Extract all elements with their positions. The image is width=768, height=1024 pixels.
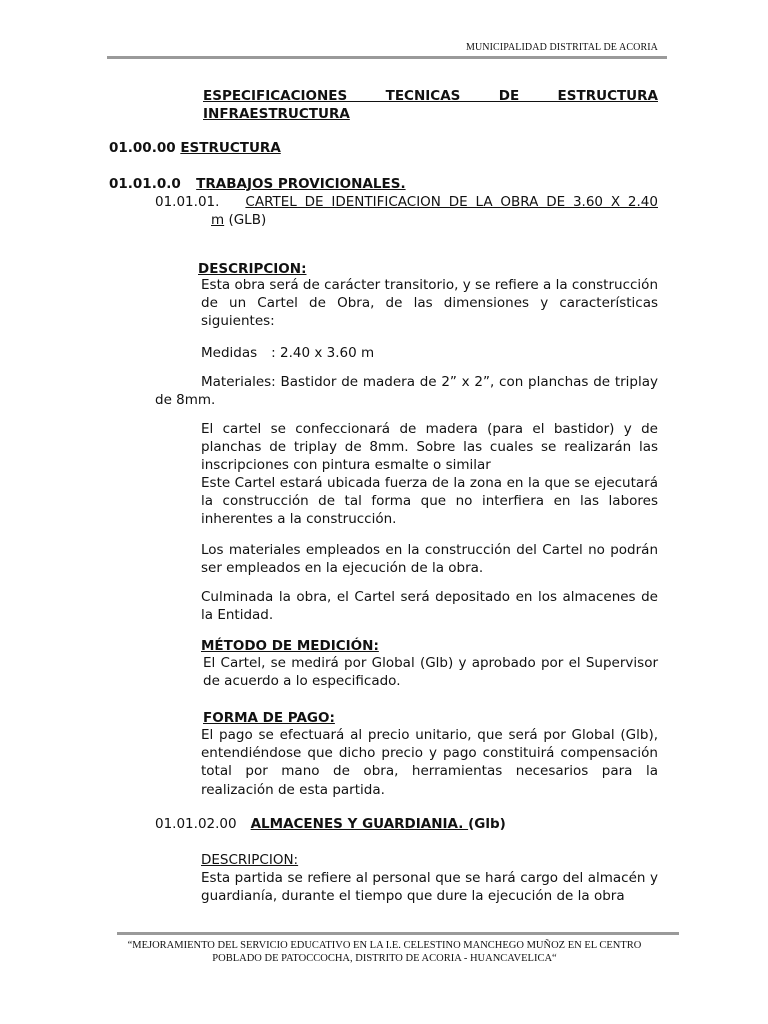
materiales-empleados-paragraph: Los materiales empleados en la construcción del Cartel no podrán ser empleados en la ejecución de la obra. bbox=[201, 542, 658, 577]
cartel-paragraph: El cartel se confeccionará de madera (para el bastidor) y de planchas de triplay de 8mm. Sobre las cuales se realizarán las inscripciones con pintura esmalte o similar bbox=[201, 421, 658, 474]
header-rule bbox=[107, 56, 667, 59]
description-heading: DESCRIPCION: bbox=[198, 261, 307, 277]
forma-pago-paragraph: El pago se efectuará al precio unitario, que será por Global (Glb), entendiéndose que dicho precio y pago constituirá compensación total por mano de obra, herramientas necesarios para la realización de esta partida. bbox=[201, 727, 658, 798]
header-municipality: MUNICIPALIDAD DISTRITAL DE ACORIA bbox=[465, 42, 658, 53]
section-number: 01.00.00 bbox=[109, 140, 176, 156]
item-title-unit: m bbox=[211, 212, 225, 229]
metodo-medicion-paragraph: El Cartel, se medirá por Global (Glb) y aprobado por el Supervisor de acuerdo a lo especificado. bbox=[203, 655, 658, 690]
item-number: 01.01.02.00 bbox=[155, 816, 237, 832]
forma-pago-heading: FORMA DE PAGO: bbox=[203, 710, 335, 726]
culminada-paragraph: Culminada la obra, el Cartel será depositado en los almacenes de la Entidad. bbox=[201, 589, 658, 624]
item-title-suffix: (Glb) bbox=[468, 816, 506, 832]
item-title: ALMACENES Y GUARDIANIA. bbox=[250, 816, 469, 832]
medidas-line bbox=[201, 344, 658, 362]
section-label: TRABAJOS PROVICIONALES. bbox=[196, 176, 406, 192]
footer-project-title bbox=[112, 940, 657, 965]
description-paragraph: Esta partida se refiere al personal que se hará cargo del almacén y guardianía, durante el tiempo que dure la ejecución de la obra bbox=[201, 870, 658, 905]
item-almacenes-guardiania bbox=[155, 815, 658, 833]
metodo-medicion-heading: MÉTODO DE MEDICIÓN: bbox=[201, 638, 379, 654]
medidas-value: : 2.40 x 3.60 m bbox=[271, 345, 375, 361]
description-paragraph: Esta obra será de carácter transitorio, y se refiere a la construcción de un Cartel de Obra, de las dimensiones y características siguientes: bbox=[201, 277, 658, 330]
item-number: 01.01.01. bbox=[155, 194, 220, 210]
footer-line2: POBLADO DE PATOCCOCHA, DISTRITO DE ACORIA - HUANCAVELICA“ bbox=[212, 952, 557, 964]
footer-line1: “MEJORAMIENTO DEL SERVICIO EDUCATIVO EN LA I.E. CELESTINO MANCHEGO MUÑOZ EN EL CENTRO bbox=[127, 940, 642, 951]
document-title-line2: INFRAESTRUCTURA bbox=[203, 106, 350, 123]
section-number: 01.01.0.0 bbox=[109, 176, 181, 192]
medidas-label: Medidas bbox=[201, 345, 258, 361]
item-title-suffix: (GLB) bbox=[224, 212, 267, 229]
ubicacion-paragraph: Este Cartel estará ubicada fuerza de la zona en la que se ejecutará la construcción de tal forma que no interfiera en las labores inherentes a la construcción. bbox=[201, 475, 658, 528]
section-trabajos-provicionales bbox=[109, 176, 406, 192]
document-title bbox=[203, 87, 658, 123]
item-cartel-identificacion bbox=[155, 193, 658, 229]
materiales-paragraph: Materiales: Bastidor de madera de 2” x 2”, con planchas de triplay de 8mm. bbox=[155, 374, 658, 409]
document-title-line1: ESPECIFICACIONES TECNICAS DE ESTRUCTURA bbox=[203, 88, 658, 104]
description-heading: DESCRIPCION: bbox=[201, 852, 299, 868]
section-label: ESTRUCTURA bbox=[180, 140, 281, 156]
section-estructura bbox=[109, 140, 281, 156]
item-title: CARTEL DE IDENTIFICACION DE LA OBRA DE 3.60 X 2.40 bbox=[245, 194, 658, 210]
footer-rule bbox=[117, 932, 679, 935]
